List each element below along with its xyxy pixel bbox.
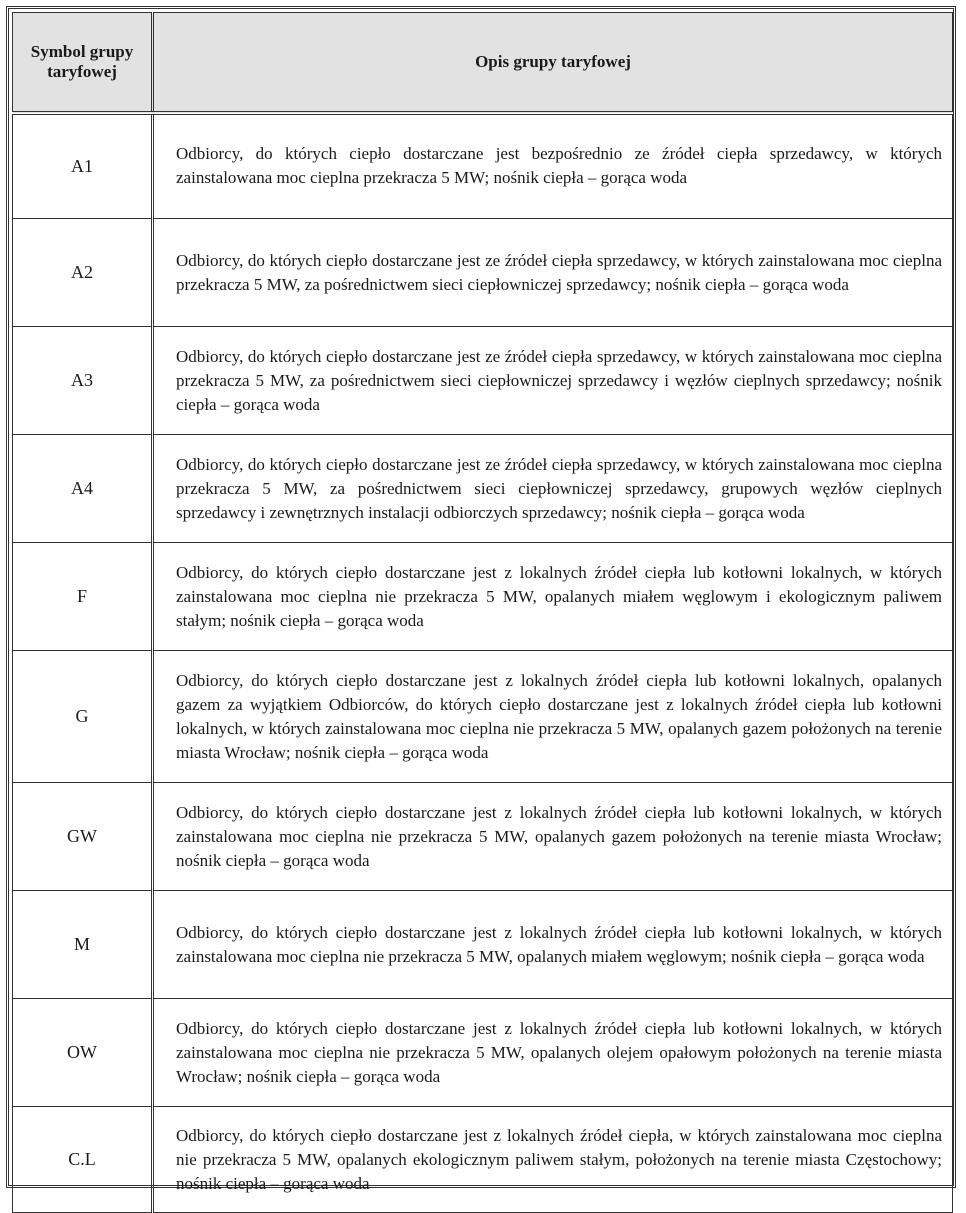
- table-row: [13, 113, 953, 219]
- symbol-column-header: Symbol grupy taryfowej: [13, 13, 153, 113]
- table-row: [13, 999, 953, 1107]
- group-description: Odbiorcy, do których ciepło dostarczane jest bezpośrednio ze źródeł ciepła sprzedawcy, w których zainstalowana moc cieplna przekracza 5 MW; nośnik ciepła – gorąca woda: [153, 113, 953, 219]
- table-row: [13, 651, 953, 783]
- group-description: Odbiorcy, do których ciepło dostarczane jest ze źródeł ciepła sprzedawcy, w których zainstalowana moc cieplna przekracza 5 MW, za pośrednictwem sieci ciepłowniczej sprzedawcy, grupowych węzłów cieplnych sprzedawcy i zewnętrznych instalacji odbiorczych sprzedawcy; nośnik ciepła – gorąca woda: [153, 435, 953, 543]
- group-symbol: A3: [13, 327, 153, 435]
- group-description: Odbiorcy, do których ciepło dostarczane jest z lokalnych źródeł ciepła lub kotłowni lokalnych, w których zainstalowana moc cieplna nie przekracza 5 MW, opalanych olejem opałowym położonych na terenie miasta Wrocław; nośnik ciepła – gorąca woda: [153, 999, 953, 1107]
- table-row: [13, 219, 953, 327]
- group-description: Odbiorcy, do których ciepło dostarczane jest z lokalnych źródeł ciepła lub kotłowni lokalnych, opalanych gazem za wyjątkiem Odbiorców, do których ciepło dostarczane jest z lokalnych źródeł ciepła lub kotłowni lokalnych, w których zainstalowana moc cieplna nie przekracza 5 MW, opalanych gazem położonych na terenie miasta Wrocław; nośnik ciepła – gorąca woda: [153, 651, 953, 783]
- table-row: [13, 891, 953, 999]
- group-description: Odbiorcy, do których ciepło dostarczane jest z lokalnych źródeł ciepła lub kotłowni lokalnych, w których zainstalowana moc cieplna nie przekracza 5 MW, opalanych miałem węglowym; nośnik ciepła – gorąca woda: [153, 891, 953, 999]
- group-description: Odbiorcy, do których ciepło dostarczane jest ze źródeł ciepła sprzedawcy, w których zainstalowana moc cieplna przekracza 5 MW, za pośrednictwem sieci ciepłowniczej sprzedawcy i węzłów cieplnych sprzedawcy; nośnik ciepła – gorąca woda: [153, 327, 953, 435]
- table-row: [13, 327, 953, 435]
- group-description: Odbiorcy, do których ciepło dostarczane jest ze źródeł ciepła sprzedawcy, w których zainstalowana moc cieplna przekracza 5 MW, za pośrednictwem sieci ciepłowniczej sprzedawcy; nośnik ciepła – gorąca woda: [153, 219, 953, 327]
- description-column-header: Opis grupy taryfowej: [153, 13, 953, 113]
- group-symbol: A2: [13, 219, 153, 327]
- group-symbol: A1: [13, 113, 153, 219]
- group-symbol: C.L: [13, 1107, 153, 1213]
- group-description: Odbiorcy, do których ciepło dostarczane jest z lokalnych źródeł ciepła, w których zainstalowana moc cieplna nie przekracza 5 MW, opalanych ekologicznym paliwem stałym, położonych na terenie miasta Częstochowy; nośnik ciepła – gorąca woda: [153, 1107, 953, 1213]
- table-row: [13, 783, 953, 891]
- table-row: [13, 1107, 953, 1213]
- table-row: [13, 543, 953, 651]
- group-symbol: F: [13, 543, 153, 651]
- tariff-groups-table: [12, 12, 953, 1213]
- group-symbol: A4: [13, 435, 153, 543]
- group-description: Odbiorcy, do których ciepło dostarczane jest z lokalnych źródeł ciepła lub kotłowni lokalnych, w których zainstalowana moc cieplna nie przekracza 5 MW, opalanych miałem węglowym i ekologicznym paliwem stałym; nośnik ciepła – gorąca woda: [153, 543, 953, 651]
- group-description: Odbiorcy, do których ciepło dostarczane jest z lokalnych źródeł ciepła lub kotłowni lokalnych, w których zainstalowana moc cieplna nie przekracza 5 MW, opalanych gazem położonych na terenie miasta Wrocław; nośnik ciepła – gorąca woda: [153, 783, 953, 891]
- group-symbol: OW: [13, 999, 153, 1107]
- group-symbol: M: [13, 891, 153, 999]
- group-symbol: G: [13, 651, 153, 783]
- table-row: [13, 435, 953, 543]
- group-symbol: GW: [13, 783, 153, 891]
- table-header-row: [13, 13, 953, 113]
